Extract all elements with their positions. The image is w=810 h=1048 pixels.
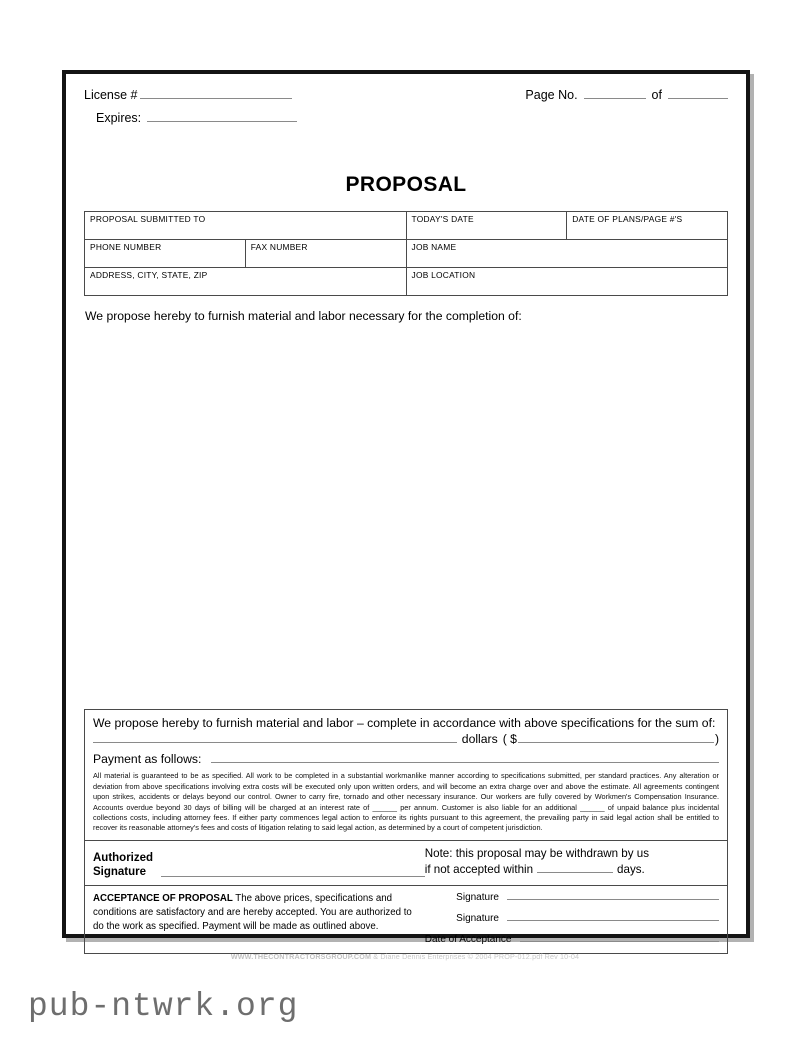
expires-input-line[interactable] [147, 121, 297, 122]
watermark: pub-ntwrk.org [28, 988, 299, 1025]
cell-fax-number[interactable] [245, 240, 406, 268]
page-of-label: of [651, 88, 662, 102]
payment-row [93, 752, 719, 766]
acceptance-signature-row-2 [425, 913, 719, 924]
authorized-label-line1: Authorized [93, 851, 154, 864]
acceptance-body: The above prices, specifications and conditions are satisfactory and are hereby accepted. You are authorized to do the work as specified. Payment will be made as outlined above. [93, 892, 412, 933]
footer-copyright: & Diane Dennis Enterprises © 2004 PROP-012.pdf Rev 10-04 [371, 952, 580, 961]
date-of-acceptance-input-line[interactable] [520, 941, 719, 942]
cell-job-name[interactable] [406, 240, 728, 268]
cell-phone-number[interactable] [85, 240, 246, 268]
cell-label: TODAY'S DATE [411, 214, 474, 225]
propose-statement: We propose hereby to furnish material and labor necessary for the completion of: [85, 309, 522, 324]
table-row [85, 268, 728, 296]
page-total-input-line[interactable] [668, 98, 728, 99]
authorized-signature-left [93, 846, 425, 879]
withdrawal-note-line2 [425, 862, 719, 878]
page-no-label: Page No. [525, 88, 578, 102]
amount-words-input-line[interactable] [93, 742, 457, 743]
paren-open: ( $ [502, 732, 517, 747]
sum-statement: We propose hereby to furnish material and labor – complete in accordance with above specifications for the sum of: [93, 716, 716, 731]
acceptance-signature-group [425, 892, 719, 945]
proposal-form-page [62, 70, 750, 945]
dollars-label: dollars [461, 732, 498, 747]
expires-label: Expires: [96, 110, 142, 125]
sum-section [84, 709, 728, 841]
acceptance-date-row [425, 934, 719, 945]
footer-website[interactable]: WWW.THECONTRACTORSGROUP.COM [230, 952, 372, 961]
cell-todays-date[interactable] [406, 212, 567, 240]
header-left [84, 88, 458, 133]
header-meta-row [84, 88, 728, 133]
work-description-area[interactable] [84, 323, 728, 709]
payment-label: Payment as follows: [93, 752, 202, 767]
signature-label-1: Signature [456, 891, 499, 903]
amount-number-input-line[interactable] [518, 742, 714, 743]
table-row [85, 212, 728, 240]
withdrawal-note [425, 846, 719, 879]
authorized-label-line2: Signature [93, 865, 147, 878]
header-right [458, 88, 728, 104]
acceptance-band [84, 886, 728, 954]
license-line [84, 88, 458, 104]
document-footer [0, 952, 810, 961]
withdrawal-days-input-line[interactable] [537, 872, 613, 873]
cell-label: PROPOSAL SUBMITTED TO [90, 214, 206, 225]
cell-proposal-submitted-to[interactable] [85, 212, 407, 240]
cell-label: ADDRESS, CITY, STATE, ZIP [90, 270, 208, 281]
license-label: License # [84, 88, 138, 102]
cell-label: JOB NAME [411, 242, 457, 253]
cell-label: JOB LOCATION [411, 270, 476, 281]
acceptance-text [93, 892, 425, 945]
date-of-acceptance-label: Date of Acceptance [424, 933, 512, 945]
withdrawal-note-line1: Note: this proposal may be withdrawn by us [424, 846, 650, 860]
page-title: PROPOSAL [345, 173, 467, 197]
proposal-info-table [84, 211, 728, 296]
withdrawal-note-pre: if not accepted within [424, 863, 534, 877]
signature-input-line-2[interactable] [507, 920, 719, 921]
authorized-signature-input-line[interactable] [161, 876, 425, 877]
cell-label: FAX NUMBER [250, 242, 308, 253]
terms-fine-print: All material is guaranteed to be as specified. All work to be completed in a substantial workmanlike manner according to specifications submitted, per standard practices. Any alteration or deviation from above specifications involving extra costs will be executed only upon written orders, and will become an extra charge over and above the estimate. All agreements contingent upon strikes, accidents or delays beyond our control. Owner to carry fire, tornado and other necessary insurance. Our workers are fully covered by Workmen's Compensation Insurance. Accounts overdue beyond 30 days of billing will be charged at an interest rate of ______ per annum. Customer is also liable for an additional ______ of unpaid balance plus incidental collections costs, including attorney fees. If either party commences legal action to enforce its rights pursuant to this agreement, the prevailing party in said legal action shall be entitled to recover its reasonable attorney's fees and costs of litigation relating to said legal action, as determined by a court of competent jurisdiction. [93, 771, 719, 833]
page-no-input-line[interactable] [584, 98, 646, 99]
cell-job-location[interactable] [406, 268, 728, 296]
amount-row [93, 732, 719, 746]
authorized-signature-band [84, 841, 728, 886]
paren-close: ) [714, 732, 719, 747]
acceptance-signature-row-1 [425, 892, 719, 903]
cell-label: PHONE NUMBER [90, 242, 162, 253]
signature-input-line-1[interactable] [507, 899, 719, 900]
withdrawal-note-post: days. [617, 863, 645, 877]
authorized-signature-label [93, 851, 153, 879]
cell-address-city-state-zip[interactable] [85, 268, 407, 296]
cell-date-of-plans[interactable] [567, 212, 728, 240]
acceptance-heading: ACCEPTANCE OF PROPOSAL [93, 892, 233, 904]
payment-input-line[interactable] [211, 762, 719, 763]
form-inner [66, 74, 746, 945]
cell-label: DATE OF PLANS/PAGE #'S [572, 214, 683, 225]
expires-line [84, 111, 458, 127]
license-input-line[interactable] [140, 98, 292, 99]
table-row [85, 240, 728, 268]
signature-label-2: Signature [456, 912, 499, 924]
